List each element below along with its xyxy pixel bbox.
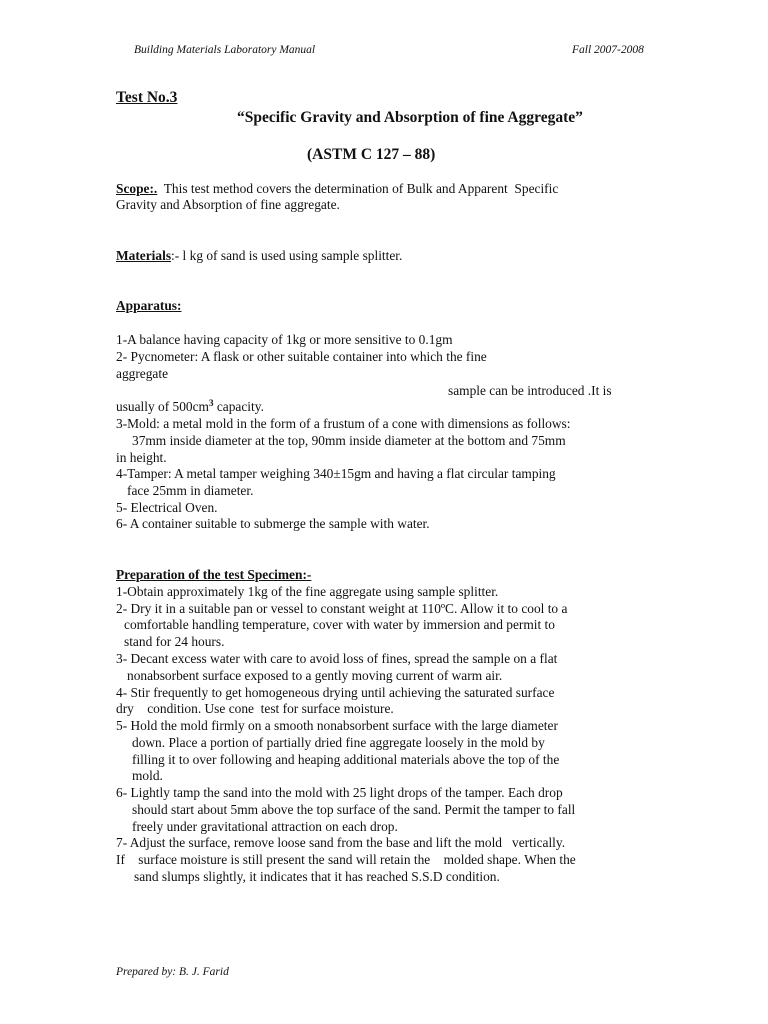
- prep-step-1: 1-Obtain approximately 1kg of the fine aggregate using sample splitter.: [116, 584, 499, 599]
- prep-step-3-cont: nonabsorbent surface exposed to a gently moving current of warm air.: [127, 668, 503, 683]
- preparation-heading: Preparation of the test Specimen:-: [116, 567, 312, 582]
- apparatus-item-2: 2- Pycnometer: A flask or other suitable container into which the fine: [116, 349, 487, 364]
- test-number: Test No.3: [116, 89, 178, 106]
- apparatus-item-3-cont: 37mm inside diameter at the top, 90mm inside diameter at the bottom and 75mm: [132, 433, 566, 448]
- apparatus-item-2-cont-3: [116, 399, 264, 415]
- test-title: “Specific Gravity and Absorption of fine Aggregate”: [237, 109, 583, 126]
- prep-step-6-cont-2: freely under gravitational attraction on each drop.: [132, 819, 398, 834]
- prep-step-2: 2- Dry it in a suitable pan or vessel to constant weight at 110ºC. Allow it to cool to a: [116, 601, 568, 616]
- scope-text-1: This test method covers the determination of Bulk and Apparent Specific: [157, 181, 559, 196]
- prep-step-6-cont: should start about 5mm above the top surface of the sand. Permit the tamper to fall: [132, 802, 576, 817]
- prep-step-7-cont: If surface moisture is still present the sand will retain the molded shape. When the: [116, 852, 576, 867]
- prep-step-5-cont-3: mold.: [132, 768, 163, 783]
- apparatus-item-4: 4-Tamper: A metal tamper weighing 340±15gm and having a flat circular tamping: [116, 466, 556, 481]
- capacity-superscript: 3: [208, 398, 214, 408]
- prep-step-3: 3- Decant excess water with care to avoid loss of fines, spread the sample on a flat: [116, 651, 558, 666]
- prep-step-5-cont: down. Place a portion of partially dried fine aggregate loosely in the mold by: [132, 735, 545, 750]
- footer-prepared-by: Prepared by: B. J. Farid: [116, 966, 229, 978]
- header-manual-title: Building Materials Laboratory Manual: [134, 44, 316, 56]
- capacity-unit-text: capacity.: [213, 399, 264, 414]
- prep-step-4-cont: dry condition. Use cone test for surface moisture.: [116, 701, 394, 716]
- apparatus-item-2-cont: aggregate: [116, 366, 169, 381]
- materials-text: :- l kg of sand is used using sample splitter.: [171, 248, 403, 263]
- apparatus-item-4-cont: face 25mm in diameter.: [127, 483, 254, 498]
- apparatus-item-5: 5- Electrical Oven.: [116, 500, 218, 515]
- prep-step-6: 6- Lightly tamp the sand into the mold with 25 light drops of the tamper. Each drop: [116, 785, 563, 800]
- apparatus-item-3: 3-Mold: a metal mold in the form of a frustum of a cone with dimensions as follows:: [116, 416, 571, 431]
- prep-step-2-cont-2: stand for 24 hours.: [124, 634, 225, 649]
- apparatus-item-2-cont-2: sample can be introduced .It is: [448, 383, 612, 398]
- materials-line: [116, 248, 402, 264]
- scope-label: Scope:.: [116, 181, 158, 196]
- prep-step-7-cont-2: sand slumps slightly, it indicates that it has reached S.S.D condition.: [134, 869, 500, 884]
- prep-step-7: 7- Adjust the surface, remove loose sand from the base and lift the mold vertically.: [116, 835, 566, 850]
- apparatus-item-1: 1-A balance having capacity of 1kg or more sensitive to 0.1gm: [116, 332, 453, 347]
- capacity-text: usually of 500cm: [116, 399, 209, 414]
- astm-standard: (ASTM C 127 – 88): [307, 146, 436, 163]
- prep-step-2-cont: comfortable handling temperature, cover with water by immersion and permit to: [124, 617, 555, 632]
- header-term: Fall 2007-2008: [572, 44, 644, 56]
- prep-step-5: 5- Hold the mold firmly on a smooth nonabsorbent surface with the large diameter: [116, 718, 558, 733]
- prep-step-4: 4- Stir frequently to get homogeneous drying until achieving the saturated surface: [116, 685, 555, 700]
- materials-label: Materials: [116, 248, 172, 263]
- apparatus-item-6: 6- A container suitable to submerge the sample with water.: [116, 516, 430, 531]
- apparatus-item-3-cont-2: in height.: [116, 450, 167, 465]
- prep-step-5-cont-2: filling it to over following and heaping additional materials above the top of the: [132, 752, 560, 767]
- scope-line-1: [116, 181, 558, 197]
- scope-line-2: Gravity and Absorption of fine aggregate.: [116, 197, 340, 212]
- apparatus-heading: Apparatus:: [116, 298, 182, 313]
